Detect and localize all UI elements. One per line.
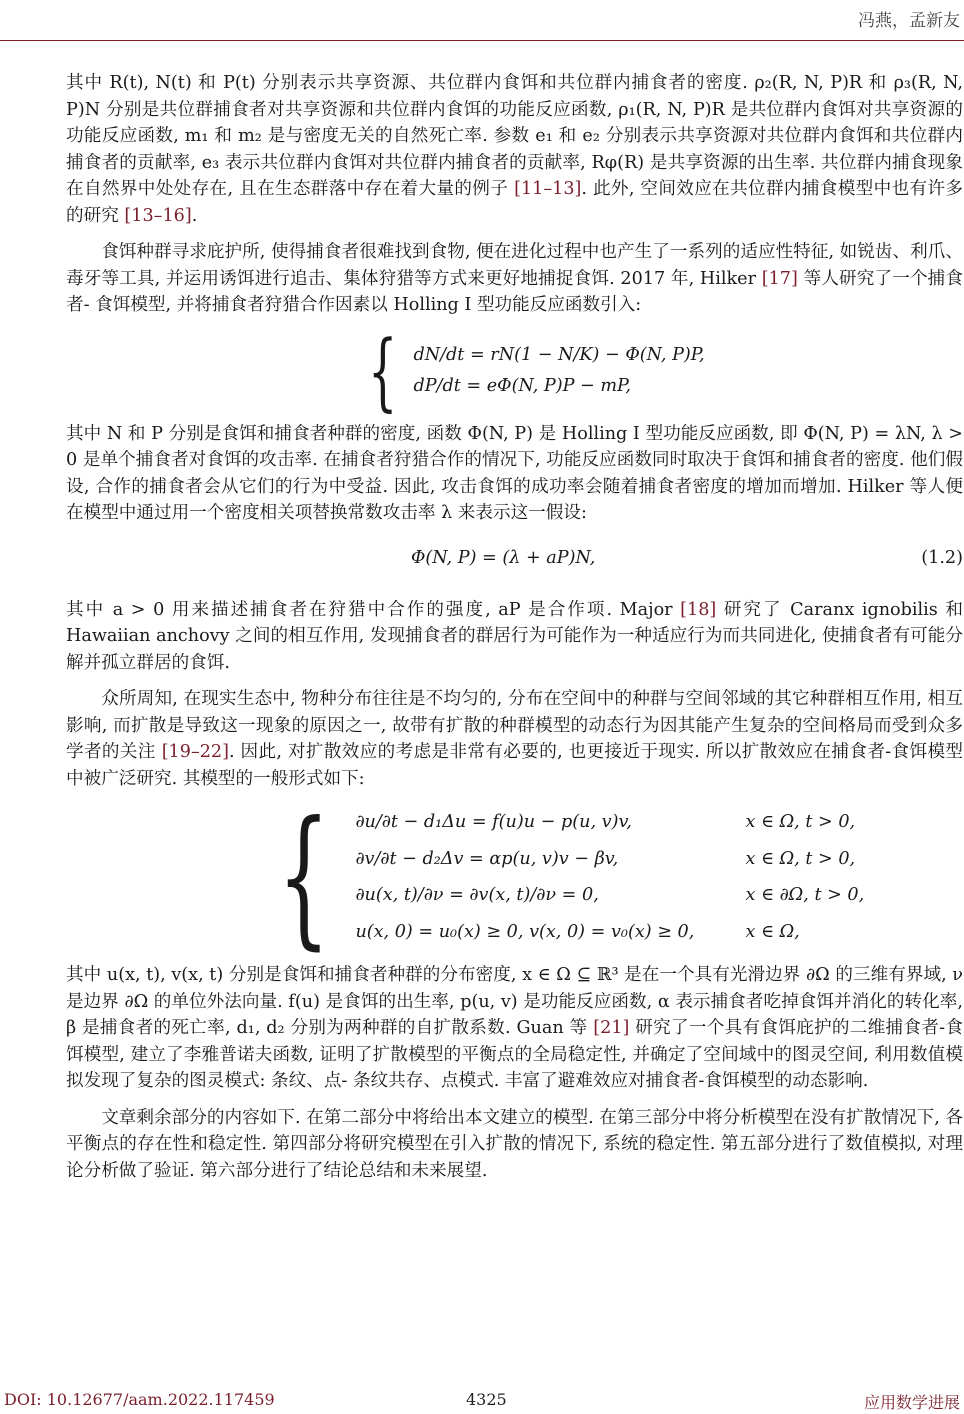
paragraph-4 — [66, 597, 963, 677]
equation-brace: { — [277, 790, 330, 964]
citation-19-22[interactable]: [19–22] — [161, 742, 229, 762]
paragraph-5 — [66, 686, 963, 792]
paragraph-1-mid: . 此外, 空间效应在共位群内捕食模型中也有许多的研究 — [66, 179, 963, 226]
equation-3-line-4-lhs: u(x, 0) = u₀(x) ≥ 0, v(x, 0) = v₀(x) ≥ 0, — [355, 921, 695, 942]
paragraph-1-end: . — [191, 205, 198, 226]
equation-brace: { — [368, 321, 398, 420]
equation-3-line-1-lhs: ∂u/∂t − d₁Δu = f(u)u − p(u, v)v, — [355, 812, 632, 832]
citation-11-13[interactable]: [11–13] — [514, 179, 582, 199]
equation-1-2 — [66, 545, 963, 579]
citation-18[interactable]: [18] — [680, 599, 717, 620]
paragraph-2 — [66, 239, 963, 319]
paragraph-4-text: 其中 a > 0 用来描述捕食者在狩猎中合作的强度, aP 是合作项. Major — [66, 599, 673, 620]
paragraph-3: 其中 N 和 P 分别是食饵和捕食者种群的密度, 函数 Φ(N, P) 是 Holling I 型功能反应函数, 即 Φ(N, P) = λN, λ > 0 是单个捕食者对食饵的攻击率. 在捕食者狩猎合作的情况下, 功能反应函数同时取决于食饵和捕食者的密度. 他们假设, 合作的捕食者会从它们的行为中受益. 因此, 攻击食饵的成功率会随着捕食者密度的增加而增加. Hilker 等人便在模型中通过用一个密度相关项替换常数攻击率 λ 来表示这一假设: — [66, 423, 963, 523]
equation-1-line-2: dP/dt = eΦ(N, P)P − mP, — [413, 375, 631, 396]
paragraph-4-end: 研究了 Caranx ignobilis 和 Hawaiian anchovy 之间的相互作用, 发现捕食者的群居行为可能作为一种适应行为而共同进化, 使捕食者有可能分解并孤立群居的食饵. — [66, 599, 963, 673]
equation-system-2 — [256, 790, 963, 964]
paragraph-6 — [66, 962, 963, 1095]
equation-3-line-4 — [355, 919, 895, 946]
paragraph-1 — [66, 70, 963, 229]
paragraph-7: 文章剩余部分的内容如下. 在第二部分中将给出本文建立的模型. 在第三部分中将分析模型在没有扩散情况下, 各平衡点的存在性和稳定性. 第四部分将研究模型在引入扩散的情况下, 系统的稳定性. 第五部分进行了数值模拟, 对理论分析做了验证. 第六部分进行了结论总结和未来展望. — [66, 1107, 963, 1181]
equation-3-line-1-cond: x ∈ Ω, t > 0, — [745, 812, 856, 832]
citation-13-16[interactable]: [13–16] — [124, 205, 192, 226]
paragraph-5-end: . 因此, 对扩散效应的考虑是非常有必要的, 也更接近于现实. 所以扩散效应在捕食者-食饵模型中被广泛研究. 其模型的一般形式如下: — [66, 742, 963, 789]
paragraph-6-end: 研究了一个具有食饵庇护的二维捕食者-食饵模型, 建立了李雅普诺夫函数, 证明了扩散模型的平衡点的全局稳定性, 并确定了空间域中的图灵空间, 利用数值模拟发现了复杂的图灵模式: 条纹、点- 条纹共存、点模式. 丰富了避难效应对捕食者-食饵模型的动态影响. — [66, 1018, 963, 1091]
paragraph-2-text: 食饵种群寻求庇护所, 使得捕食者很难找到食物, 便在进化过程中也产生了一系列的适应性特征, 如锐齿、利爪、毒牙等工具, 并运用诱饵进行追击、集体狩猎等方式来更好地捕捉食饵. 2017 年, Hilker — [66, 242, 963, 289]
page-number: 4325 — [466, 1390, 507, 1409]
citation-17[interactable]: [17] — [761, 268, 798, 289]
header-rule — [0, 40, 964, 41]
footer-journal-link[interactable]: 应用数学进展 — [863, 1393, 960, 1412]
equation-3-line-4-cond: x ∈ Ω, — [745, 921, 800, 942]
equation-3-line-3-cond: x ∈ ∂Ω, t > 0, — [745, 885, 865, 905]
paragraph-2-end: 等人研究了一个捕食者- 食饵模型, 并将捕食者狩猎合作因素以 Holling I 型功能反应函数引入: — [66, 268, 964, 315]
footer-doi-link[interactable]: DOI: 10.12677/aam.2022.117459 — [4, 1390, 275, 1409]
paragraph-6-text: 其中 u(x, t), v(x, t) 分别是食饵和捕食者种群的分布密度, x ∈ Ω ⊆ ℝ³ 是在一个具有光滑边界 ∂Ω 的三维有界域, ν 是边界 ∂Ω 的单位外法向量. f(u) 是食饵的出生率, p(u, v) 是功能反应函数, α 表示捕食者吃掉食饵并消化的转化率, β 是捕食者的死亡率, d₁, d₂ 分别为两种群的自扩散系数. Guan 等 — [66, 965, 963, 1038]
paragraph-1-text: 其中 R(t), N(t) 和 P(t) 分别表示共享资源、共位群内食饵和共位群内捕食者的密度. ρ₂(R, N, P)R 和 ρ₃(R, N, P)N 分别是共位群捕食者对共享资源和共位群内食饵的功能反应函数, ρ₁(R, N, P)R 是共位群内食饵对共享资源的功能反应函数, m₁ 和 m₂ 是与密度无关的自然死亡率. 参数 e₁ 和 e₂ 分别表示共享资源对共位群内食饵和共位群内捕食者的贡献率, e₃ 表示共位群内食饵对共位群内捕食者的贡献率, Rφ(R) 是共享资源的出生率. 共位群内捕食现象在自然界中处处存在, 且在生态群落中存在着大量的例子 — [66, 73, 963, 199]
citation-21[interactable]: [21] — [593, 1018, 630, 1038]
paragraph-5-text: 众所周知, 在现实生态中, 物种分布往往是不均匀的, 分布在空间中的种群与空间邻域的其它种群相互作用, 相互影响, 而扩散是导致这一现象的原因之一, 故带有扩散的种群模型的动态行为因其能产生复杂的空间格局而受到众多学者的关注 — [66, 689, 963, 762]
page-header — [0, 0, 964, 40]
equation-1-2-body: Φ(N, P) = (λ + aP)N, — [411, 547, 596, 568]
equation-3-line-3-lhs: ∂u(x, t)/∂ν = ∂v(x, t)/∂ν = 0, — [355, 885, 599, 905]
article-body — [66, 70, 963, 1194]
equation-3-line-2 — [355, 846, 895, 873]
page-footer — [0, 1390, 964, 1414]
equation-system-1 — [356, 321, 963, 420]
equation-3-line-1 — [355, 809, 895, 836]
equation-3-line-2-lhs: ∂v/∂t − d₂Δv = αp(u, v)v − βv, — [355, 848, 619, 869]
header-authors: 冯燕，孟新友 — [858, 11, 960, 31]
equation-3-line-2-cond: x ∈ Ω, t > 0, — [745, 848, 856, 869]
equation-1-line-1: dN/dt = rN(1 − N/K) − Φ(N, P)P, — [413, 345, 705, 365]
equation-3-line-3 — [355, 882, 895, 909]
equation-number: (1.2) — [921, 547, 963, 568]
